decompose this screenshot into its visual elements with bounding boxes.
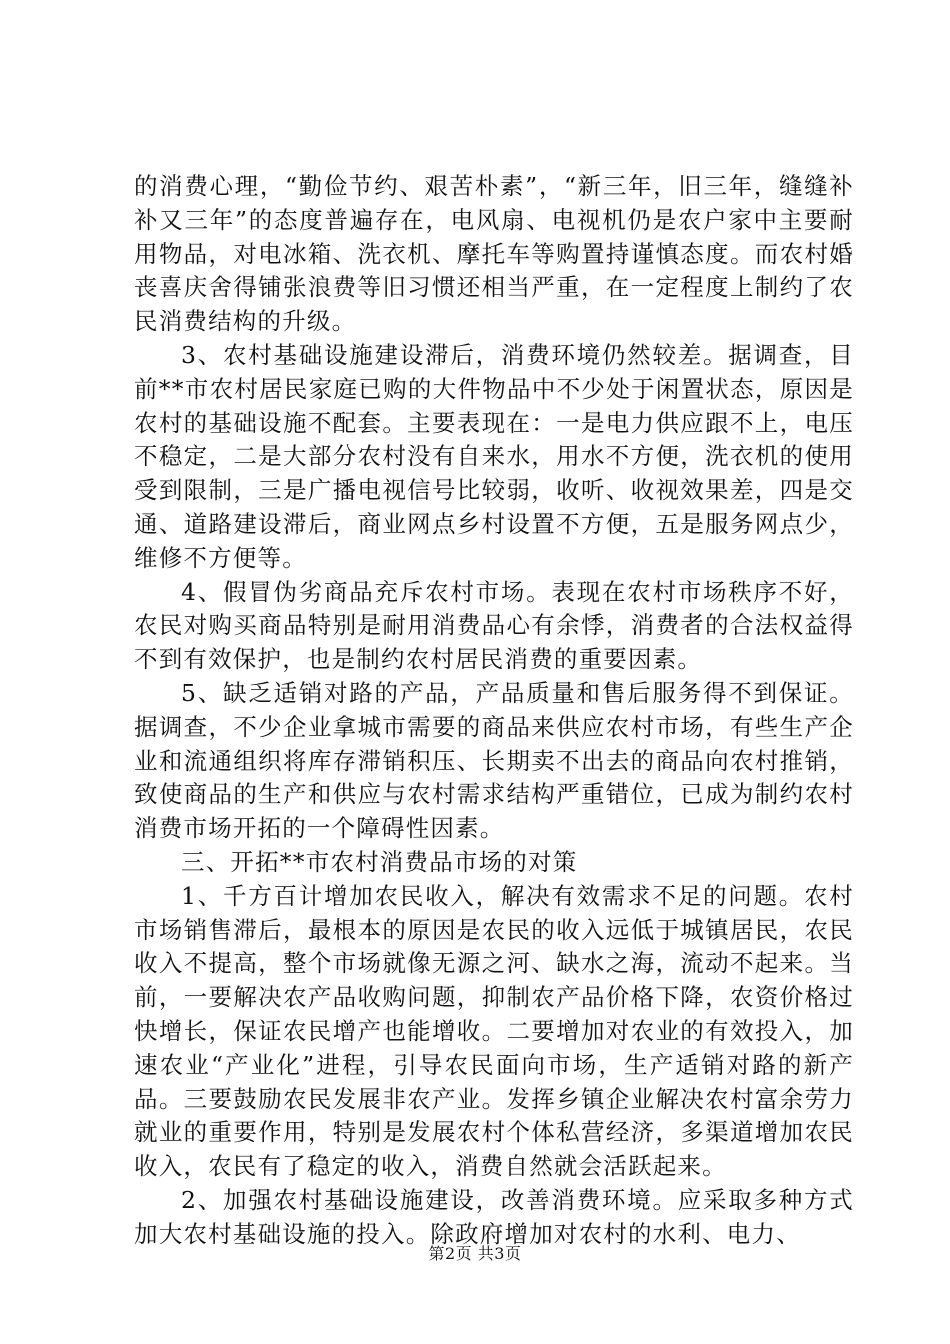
paragraph-product-quality: 5、缺乏适销对路的产品，产品质量和售后服务得不到保证。据调查，不少企业拿城市需要的商品来供应农村市场，有些生产企业和流通组织将库存滞销积压、长期卖不出去的商品向农村推销，致使商品的生产和供应与农村需求结构严重错位，已成为制约农村消费市场开拓的一个障碍性因素。 [134,678,854,843]
paragraph-strengthen-infrastructure: 2、加强农村基础设施建设，改善消费环境。应采取多种方式加大农村基础设施的投入。除政府增加对农村的水利、电力、 [134,1185,854,1248]
page-number-footer: 第2页 共3页 [428,1244,522,1263]
section-heading-countermeasures: 三、开拓**市农村消费品市场的对策 [181,847,578,876]
document-body [134,170,854,1252]
paragraph-counterfeit-goods: 4、假冒伪劣商品充斥农村市场。表现在农村市场秩序不好，农民对购买商品特别是耐用消费品心有余悸，消费者的合法权益得不到有效保护，也是制约农村居民消费的重要因素。 [134,577,854,674]
paragraph-infrastructure: 3、农村基础设施建设滞后，消费环境仍然较差。据调查，目前**市农村居民家庭已购的大件物品中不少处于闲置状态，原因是农村的基础设施不配套。主要表现在：一是电力供应跟不上，电压不稳定，二是大部分农村没有自来水，用水不方便，洗衣机的使用受到限制，三是广播电视信号比较弱，收听、收视效果差，四是交通、道路建设滞后，商业网点乡村设置不方便，五是服务网点少，维修不方便等。 [134,340,854,572]
paragraph-continuation: 的消费心理，“勤俭节约、艰苦朴素”，“新三年，旧三年，缝缝补补又三年”的态度普遍存在，电风扇、电视机仍是农户家中主要耐用物品，对电冰箱、洗衣机、摩托车等购置持谨慎态度。而农村婚丧喜庆舍得铺张浪费等旧习惯还相当严重，在一定程度上制约了农民消费结构的升级。 [134,172,854,336]
paragraph-increase-income: 1、千方百计增加农民收入，解决有效需求不足的问题。农村市场销售滞后，最根本的原因是农民的收入远低于城镇居民，农民收入不提高，整个市场就像无源之河、缺水之海，流动不起来。当前，一要解决农产品收购问题，抑制农产品价格下降，农资价格过快增长，保证农民增产也能增收。二要增加对农业的有效投入，加速农业“产业化”进程，引导农民面向市场，生产适销对路的新产品。三要鼓励农民发展非农产业。发挥乡镇企业解决农村富余劳力就业的重要作用，特别是发展农村个体私营经济，多渠道增加农民收入，农民有了稳定的收入，消费自然就会活跃起来。 [134,881,854,1181]
